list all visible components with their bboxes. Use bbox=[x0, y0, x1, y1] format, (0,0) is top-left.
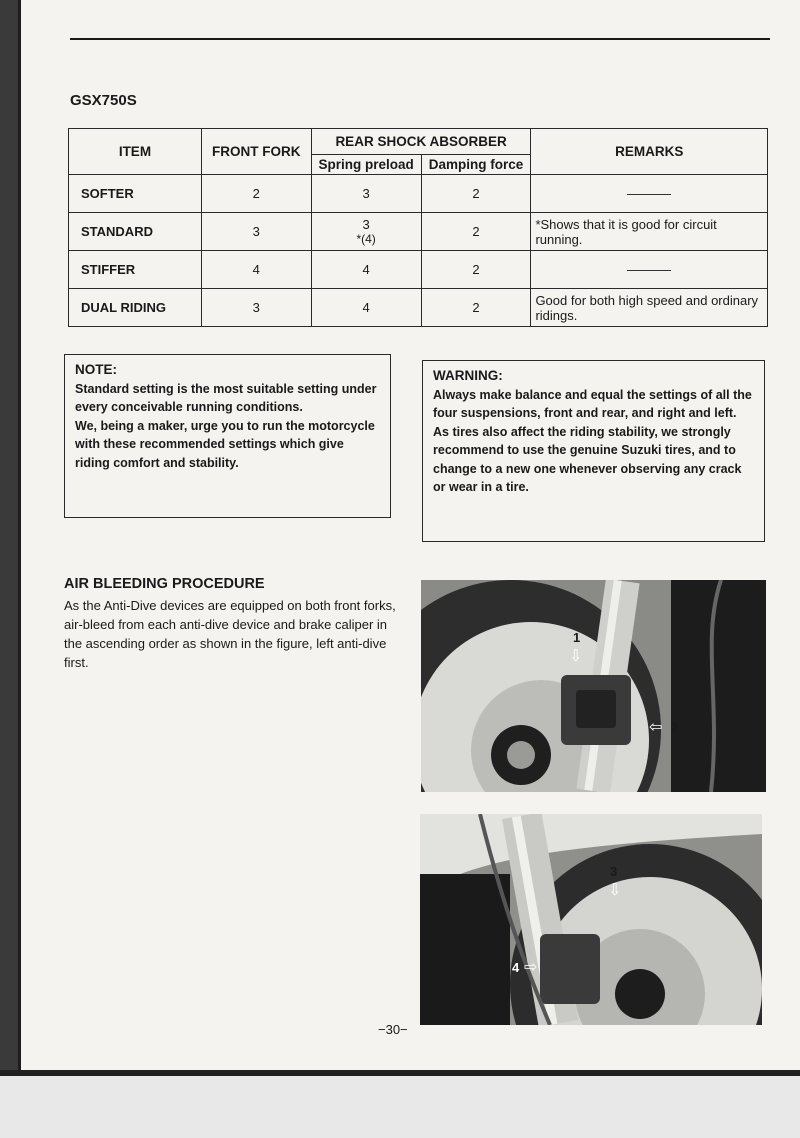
header-damping-force: Damping force bbox=[421, 155, 531, 175]
photo-left-antidive bbox=[421, 580, 766, 792]
row-remarks: *Shows that it is good for circuit running. bbox=[531, 213, 768, 251]
scan-bottom-edge bbox=[0, 1070, 800, 1138]
row-remarks: Good for both high speed and ordinary ridings. bbox=[531, 289, 768, 327]
label-3: 3 bbox=[610, 864, 618, 879]
air-bleeding-body: As the Anti-Dive devices are equipped on both front forks, air-bleed from each anti-dive device and brake caliper in the ascending order as shown in the figure, left anti-dive first. bbox=[64, 598, 396, 670]
row-preload: 4 bbox=[311, 289, 421, 327]
header-rear-shock: REAR SHOCK ABSORBER bbox=[311, 129, 531, 155]
top-rule bbox=[70, 38, 770, 40]
note-box bbox=[64, 354, 391, 518]
row-item: DUAL RIDING bbox=[69, 289, 202, 327]
arrow-left-icon: ⇦ bbox=[649, 719, 663, 736]
row-damping: 2 bbox=[421, 175, 531, 213]
header-item: ITEM bbox=[69, 129, 202, 175]
row-item: SOFTER bbox=[69, 175, 202, 213]
arrow-down-icon: ⇩ bbox=[608, 882, 622, 899]
row-remarks bbox=[531, 251, 768, 289]
arrow-right-icon: ⇨ bbox=[524, 959, 538, 976]
table-row bbox=[69, 175, 768, 213]
dash-mark bbox=[627, 194, 671, 195]
label-4: 4 bbox=[512, 960, 520, 975]
note-paragraph-1: Standard setting is the most suitable setting under every conceivable running conditions. bbox=[75, 381, 377, 414]
warning-paragraph-1: Always make balance and equal the settings of all the four suspensions, front and rear, and right and left. bbox=[433, 387, 752, 420]
dash-mark bbox=[627, 270, 671, 271]
header-spring-preload: Spring preload bbox=[311, 155, 421, 175]
row-item: STIFFER bbox=[69, 251, 202, 289]
label-1: 1 bbox=[573, 630, 581, 645]
note-paragraph-2: We, being a maker, urge you to run the motorcycle with these recommended settings which give riding comfort and stability. bbox=[75, 418, 375, 470]
page-number: −30− bbox=[378, 1022, 408, 1037]
row-preload-alt: *(4) bbox=[356, 231, 376, 246]
row-item: STANDARD bbox=[69, 213, 202, 251]
table-row bbox=[69, 289, 768, 327]
warning-box bbox=[422, 360, 765, 542]
air-bleeding-title: AIR BLEEDING PROCEDURE bbox=[64, 576, 265, 592]
row-front: 2 bbox=[201, 175, 311, 213]
row-damping: 2 bbox=[421, 213, 531, 251]
table-row bbox=[69, 251, 768, 289]
suspension-settings-table bbox=[68, 128, 768, 327]
label-2: 2 bbox=[671, 720, 679, 735]
row-preload: 4 bbox=[311, 251, 421, 289]
arrow-down-icon: ⇩ bbox=[569, 648, 583, 665]
header-front-fork: FRONT FORK bbox=[201, 129, 311, 175]
row-front: 3 bbox=[201, 289, 311, 327]
row-preload: 3 bbox=[362, 216, 370, 232]
warning-paragraph-2: As tires also affect the riding stability, we strongly recommend to use the genuine Suzuki tires, and to change to a new one whenever observing any crack or wear in a tire. bbox=[433, 424, 742, 494]
row-front: 3 bbox=[201, 213, 311, 251]
note-heading: NOTE: bbox=[75, 362, 117, 377]
row-damping: 2 bbox=[421, 251, 531, 289]
table-row bbox=[69, 213, 768, 251]
binding-edge bbox=[0, 0, 18, 1132]
model-title: GSX750S bbox=[70, 92, 137, 109]
row-remarks bbox=[531, 175, 768, 213]
row-preload: 3 bbox=[311, 175, 421, 213]
row-front: 4 bbox=[201, 251, 311, 289]
header-remarks: REMARKS bbox=[531, 129, 768, 175]
row-preload-cell bbox=[311, 213, 421, 251]
photo-right-antidive bbox=[420, 814, 762, 1025]
row-damping: 2 bbox=[421, 289, 531, 327]
warning-heading: WARNING: bbox=[433, 368, 503, 383]
